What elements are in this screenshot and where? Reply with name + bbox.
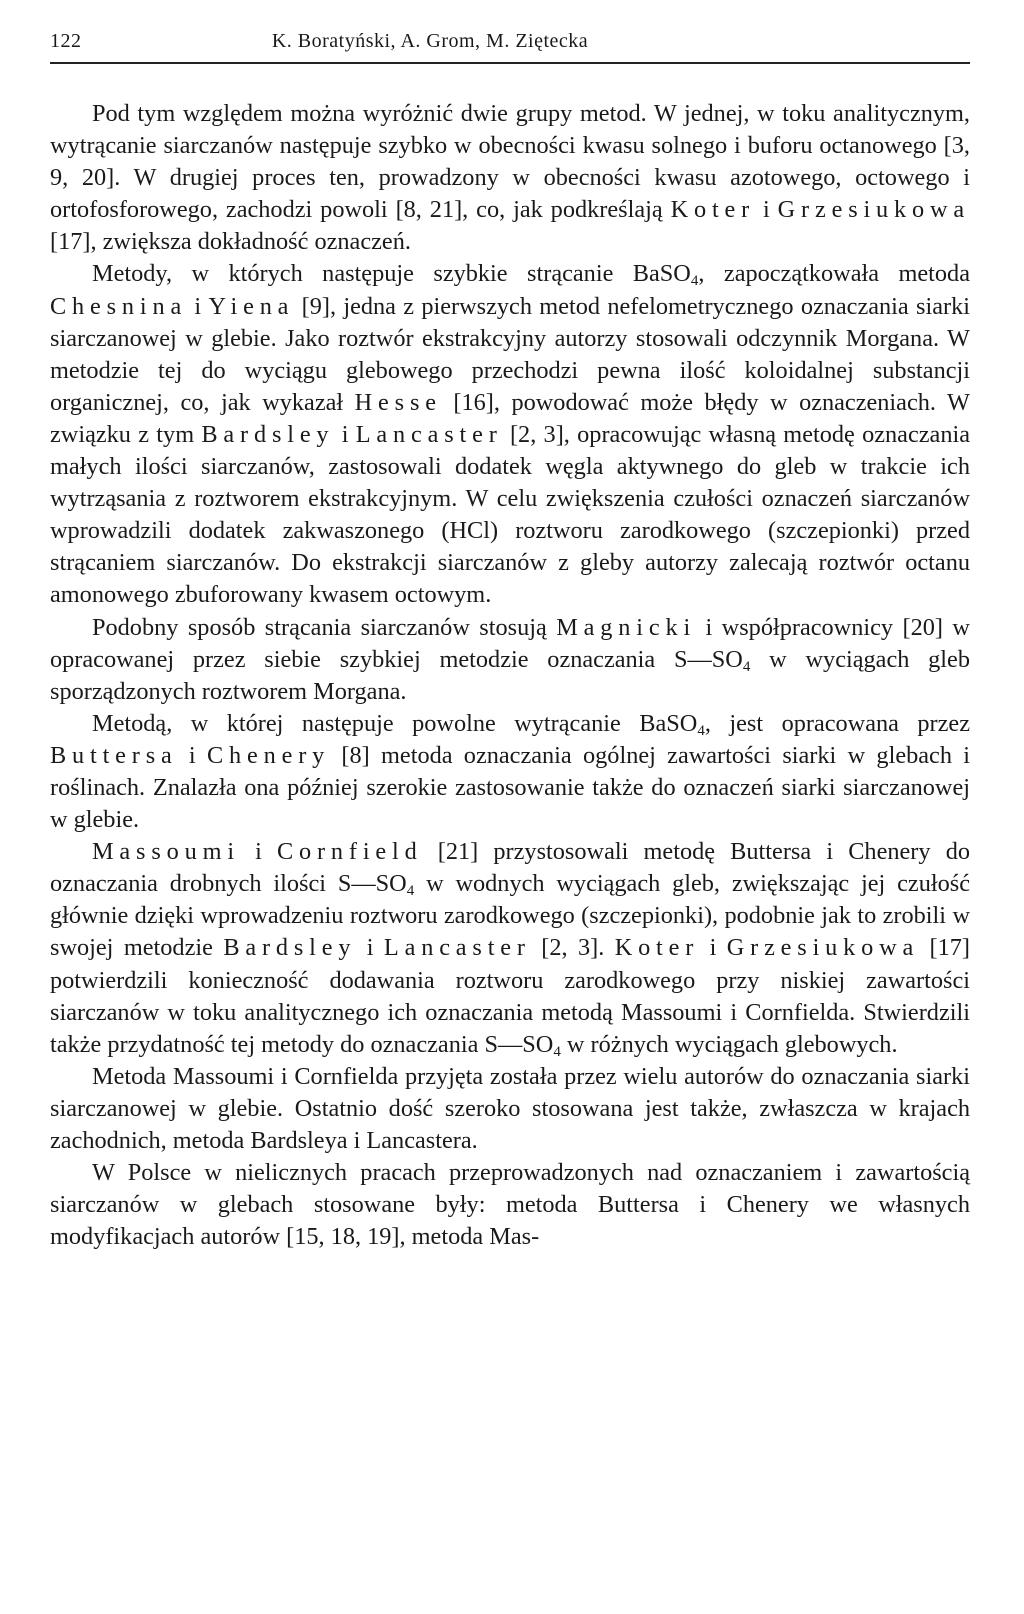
running-title: K. Boratyński, A. Grom, M. Ziętecka — [271, 30, 589, 52]
spaced-author-name: Grzesiukowa — [726, 934, 920, 962]
text-run: Pod tym względem można wyróżnić dwie grupy metod. W jednej, w toku analitycznym, wytrącanie siarczanów następuje szybko w obecności kwasu solnego i buforu octanowego [3, 9, 20]. W drugiej proces ten, prowadzony w obecności kwasu azotowego, octowego i ortofosforowego, zachodzi powoli [8, 21], co, jak podkreślają — [50, 100, 970, 224]
page — [50, 30, 970, 1253]
text-run: i — [187, 292, 209, 320]
subscript: 4 — [742, 658, 751, 675]
body-text — [50, 98, 970, 1253]
text-run: i — [755, 196, 778, 224]
text-run: i współpracownicy [20] w opracowanej przez siebie szybkiej metodzie oznaczania S—SO — [50, 613, 970, 673]
text-run: Metody, w których następuje szybkie strącanie BaSO — [92, 260, 691, 288]
spaced-author-name: Cornfield — [276, 838, 423, 866]
text-run: [16], powodować może błędy w oznaczeniach. W związku z tym — [50, 388, 970, 448]
text-run: [2, 3]. — [530, 934, 615, 962]
text-run: w wyciągach gleb sporządzonych roztworem Morgana. — [50, 645, 970, 705]
spaced-author-name: Koter — [670, 196, 756, 224]
text-run: Metodą, w której następuje powolne wytrącanie BaSO — [92, 709, 698, 737]
spaced-author-name: Bardsley — [201, 420, 335, 448]
subscript: 4 — [406, 883, 415, 900]
spaced-author-name: Chenery — [206, 741, 331, 769]
spaced-author-name: Bardsley — [223, 934, 357, 962]
text-run: [17], zwiększa dokładność oznaczeń. — [50, 228, 411, 256]
text-run: [17] potwierdzili konieczność dodawania roztworu zarodkowego przy niskiej zawartości siarczanów w toku analitycznego ich oznaczania metodą Massoumi i Cornfielda. Stwierdzili także przydatność tej metody do oznaczania S—SO — [50, 934, 970, 1058]
spaced-author-name: Magnicki — [556, 613, 697, 641]
spaced-author-name: Grzesiukowa — [777, 196, 970, 224]
paragraph — [50, 1157, 970, 1253]
text-run: w różnych wyciągach glebowych. — [560, 1030, 898, 1058]
page-header — [50, 30, 970, 62]
paragraph — [50, 98, 970, 258]
text-run: [2, 3], opracowując własną metodę oznaczania małych ilości siarczanów, zastosowali dodatek węgla aktywnego do gleb w trakcie ich wytrząsania z roztworem ekstrakcyjnym. W celu zwiększenia czułości oznaczeń siarczanów wprowadzili dodatek zakwaszonego (HCl) roztworu zarodkowego (szczepionki) przed strącaniem siarczanów. Do ekstrakcji siarczanów z gleby autorzy zalecają roztwór octanu amonowego zbuforowany kwasem octowym. — [50, 420, 970, 609]
spaced-author-name: Chesnina — [50, 292, 188, 320]
paragraph — [50, 708, 970, 836]
subscript: 4 — [553, 1043, 561, 1060]
text-run: [8] metoda oznaczania ogólnej zawartości siarki w glebach i roślinach. Znalazła ona później szerokie zastosowanie także do oznaczeń siarki siarczanowej w glebie. — [50, 741, 970, 834]
text-run: Metoda Massoumi i Cornfielda przyjęta została przez wielu autorów do oznaczania siarki siarczanowej w glebie. Ostatnio dość szeroko stosowana jest także, zwłaszcza w krajach zachodnich, metoda Bardsleya i Lancastera. — [50, 1062, 970, 1154]
spaced-author-name: Koter — [614, 934, 700, 962]
text-run: [9], jedna z pierwszych metod nefelometrycznego oznaczania siarki siarczanowej w glebie. Jako roztwór ekstrakcyjny autorzy stosowali odczynnik Morgana. W metodzie tej do wyciągu glebowego przechodzi pewna ilość koloidalnej substancji organicznej, co, jak wykazał — [50, 292, 971, 416]
paragraph — [50, 836, 970, 1061]
text-run: w wodnych wyciągach gleb, zwiększając jej czułość głównie dzięki wprowadzeniu roztworu zarodkowego (szczepionki), podobnie jak to zrobili w swojej metodzie — [50, 870, 971, 962]
text-run: , zapoczątkowała metoda — [698, 260, 970, 288]
text-run: i — [334, 420, 356, 448]
page-number: 122 — [50, 30, 82, 52]
text-run: W Polsce w nielicznych pracach przeprowadzonych nad oznaczaniem i zawartością siarczanów w glebach stosowane były: metoda Buttersa i Chenery we własnych modyfikacjach autorów [15, 18, 19], metoda Mas- — [50, 1159, 970, 1251]
text-run: i — [177, 741, 207, 769]
paragraph — [50, 258, 970, 611]
text-run: i — [239, 838, 277, 866]
paragraph — [50, 1061, 970, 1157]
spaced-author-name: Yiena — [208, 292, 295, 320]
text-run: i — [699, 934, 727, 962]
spaced-author-name: Buttersa — [50, 741, 178, 769]
spaced-author-name: Hesse — [354, 388, 442, 416]
spaced-author-name: Massoumi — [92, 838, 240, 866]
text-run: i — [356, 934, 384, 962]
text-run: Podobny sposób strącania siarczanów stosują — [92, 613, 557, 641]
subscript: 4 — [697, 722, 705, 739]
spaced-author-name: Lancaster — [383, 934, 531, 962]
header-rule — [50, 62, 970, 64]
spaced-author-name: Lancaster — [355, 420, 503, 448]
text-run: , jest opracowana przez — [704, 709, 970, 737]
subscript: 4 — [690, 273, 699, 290]
paragraph — [50, 612, 970, 708]
text-run: [21] przystosowali metodę Buttersa i Chenery do oznaczania drobnych ilości S—SO — [50, 838, 970, 898]
